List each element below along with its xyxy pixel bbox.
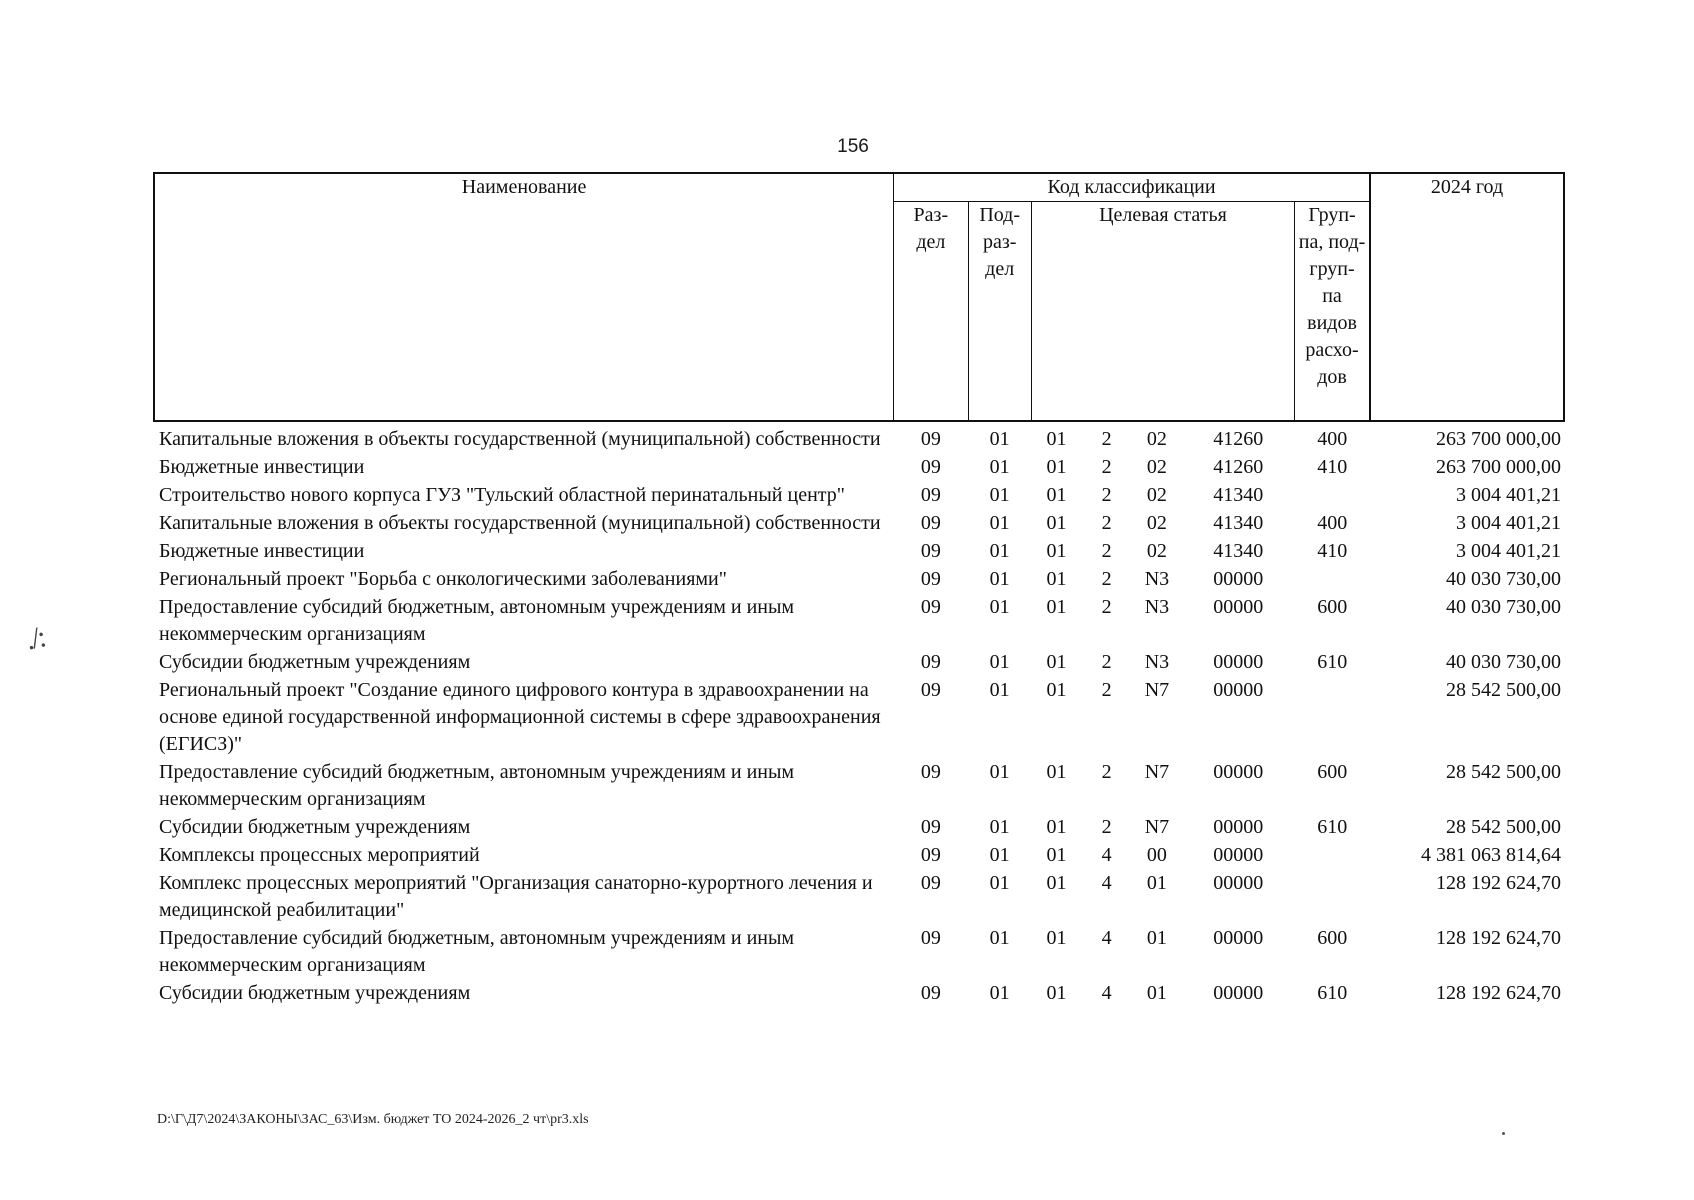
cell-target-project: 00 (1146, 844, 1167, 866)
cell-target-type: 4 (1101, 844, 1112, 866)
cell-razdel: 09 (920, 816, 941, 838)
cell-target-program: 01 (1046, 816, 1067, 838)
cell-expense-group: 600 (1317, 927, 1348, 949)
cell-amount-2024: 128 192 624,70 (1436, 872, 1561, 894)
cell-target-type: 2 (1101, 679, 1112, 701)
row-name: Субсидии бюджетным учреждениям (159, 651, 471, 673)
header-year: 2024 год (1370, 173, 1564, 421)
cell-target-project: 02 (1146, 512, 1167, 534)
cell-target-program: 01 (1046, 651, 1067, 673)
cell-amount-2024: 3 004 401,21 (1456, 484, 1561, 506)
cell-amount-2024: 4 381 063 814,64 (1421, 844, 1561, 866)
table-row (154, 453, 1564, 481)
cell-amount-2024: 128 192 624,70 (1436, 982, 1561, 1004)
cell-target-project: N7 (1144, 679, 1170, 701)
table-row (154, 979, 1564, 1007)
cell-target-program: 01 (1046, 484, 1067, 506)
table-row (154, 565, 1564, 593)
cell-target-project: 01 (1146, 872, 1167, 894)
cell-expense-group (1295, 869, 1370, 924)
row-name: Субсидии бюджетным учреждениям (159, 982, 471, 1004)
cell-amount-2024: 40 030 730,00 (1446, 651, 1561, 673)
cell-target-project: 02 (1146, 456, 1167, 478)
cell-expense-group: 410 (1317, 540, 1348, 562)
cell-podrazdel: 01 (989, 651, 1010, 673)
cell-target-direction: 41260 (1213, 428, 1264, 450)
stray-dot (1502, 1132, 1505, 1135)
cell-razdel: 09 (920, 512, 941, 534)
cell-target-direction: 41340 (1213, 512, 1264, 534)
row-name: Комплексы процессных мероприятий (159, 844, 480, 866)
table-body (154, 421, 1564, 1007)
cell-target-program: 01 (1046, 844, 1067, 866)
cell-target-project: 01 (1146, 927, 1167, 949)
cell-target-direction: 00000 (1213, 816, 1264, 838)
cell-target-project: 01 (1146, 982, 1167, 1004)
cell-target-type: 2 (1101, 651, 1112, 673)
table-row (154, 593, 1564, 648)
cell-razdel: 09 (920, 872, 941, 894)
cell-expense-group: 610 (1317, 816, 1348, 838)
row-name: Предоставление субсидий бюджетным, автономным учреждениям и иным некоммерческим организациям (159, 761, 795, 810)
table-row (154, 509, 1564, 537)
table-row (154, 813, 1564, 841)
row-name: Региональный проект "Создание единого цифрового контура в здравоохранении на основе единой государственной информационной системы в сфере здравоохранения (ЕГИСЗ)" (159, 679, 881, 755)
row-name: Бюджетные инвестиции (159, 456, 365, 478)
cell-podrazdel: 01 (989, 927, 1010, 949)
cell-podrazdel: 01 (989, 512, 1010, 534)
cell-target-direction: 41260 (1213, 456, 1264, 478)
cell-target-program: 01 (1046, 679, 1067, 701)
cell-target-program: 01 (1046, 872, 1067, 894)
header-expense-group: Груп- па, под- груп- па видов расхо- дов (1295, 202, 1370, 422)
cell-target-project: 02 (1146, 484, 1167, 506)
table-row (154, 481, 1564, 509)
cell-target-program: 01 (1046, 540, 1067, 562)
cell-target-project: N7 (1144, 761, 1170, 783)
cell-podrazdel: 01 (989, 456, 1010, 478)
cell-razdel: 09 (920, 761, 941, 783)
page-number: 156 (837, 136, 869, 157)
cell-target-type: 2 (1101, 428, 1112, 450)
cell-podrazdel: 01 (989, 679, 1010, 701)
header-razdel: Раз- дел (894, 202, 968, 422)
cell-amount-2024: 263 700 000,00 (1436, 428, 1561, 450)
cell-target-project: N3 (1144, 651, 1170, 673)
table-row (154, 841, 1564, 869)
cell-amount-2024: 40 030 730,00 (1446, 596, 1561, 618)
cell-razdel: 09 (920, 456, 941, 478)
cell-expense-group (1295, 676, 1370, 758)
cell-amount-2024: 28 542 500,00 (1446, 679, 1561, 701)
cell-target-project: 02 (1146, 428, 1167, 450)
cell-razdel: 09 (920, 540, 941, 562)
cell-target-type: 2 (1101, 512, 1112, 534)
cell-target-direction: 00000 (1213, 568, 1264, 590)
cell-target-direction: 41340 (1213, 540, 1264, 562)
cell-target-project: N3 (1144, 568, 1170, 590)
cell-razdel: 09 (920, 651, 941, 673)
cell-target-program: 01 (1046, 512, 1067, 534)
handwritten-margin-mark: ./: (22, 620, 48, 657)
cell-razdel: 09 (920, 596, 941, 618)
table-row (154, 648, 1564, 676)
cell-target-type: 4 (1101, 872, 1112, 894)
header-target-article: Целевая статья (1031, 202, 1294, 422)
cell-expense-group: 600 (1317, 596, 1348, 618)
row-name: Капитальные вложения в объекты государственной (муниципальной) собственности (159, 512, 881, 534)
cell-target-project: 02 (1146, 540, 1167, 562)
cell-target-direction: 00000 (1213, 872, 1264, 894)
file-path-footer: D:\Г\Д7\2024\ЗАКОНЫ\ЗАС_63\Изм. бюджет ТО 2024-2026_2 чт\pr3.xls (157, 1112, 589, 1127)
cell-razdel: 09 (920, 927, 941, 949)
cell-target-program: 01 (1046, 982, 1067, 1004)
cell-target-direction: 00000 (1213, 761, 1264, 783)
cell-target-program: 01 (1046, 761, 1067, 783)
table-row (154, 676, 1564, 758)
cell-expense-group (1295, 481, 1370, 509)
table-row (154, 869, 1564, 924)
cell-podrazdel: 01 (989, 596, 1010, 618)
cell-target-program: 01 (1046, 568, 1067, 590)
table-row (154, 924, 1564, 979)
cell-podrazdel: 01 (989, 872, 1010, 894)
row-name: Субсидии бюджетным учреждениям (159, 816, 471, 838)
row-name: Капитальные вложения в объекты государственной (муниципальной) собственности (159, 428, 881, 450)
cell-podrazdel: 01 (989, 761, 1010, 783)
cell-razdel: 09 (920, 982, 941, 1004)
budget-table (153, 172, 1565, 1007)
cell-target-type: 2 (1101, 761, 1112, 783)
cell-target-type: 2 (1101, 816, 1112, 838)
cell-razdel: 09 (920, 484, 941, 506)
cell-expense-group: 410 (1317, 456, 1348, 478)
table-row (154, 537, 1564, 565)
cell-amount-2024: 263 700 000,00 (1436, 456, 1561, 478)
cell-target-type: 2 (1101, 540, 1112, 562)
cell-amount-2024: 40 030 730,00 (1446, 568, 1561, 590)
header-name: Наименование (154, 173, 894, 421)
cell-expense-group: 610 (1317, 651, 1348, 673)
cell-expense-group: 400 (1317, 428, 1348, 450)
cell-podrazdel: 01 (989, 484, 1010, 506)
cell-podrazdel: 01 (989, 540, 1010, 562)
cell-podrazdel: 01 (989, 982, 1010, 1004)
row-name: Предоставление субсидий бюджетным, автономным учреждениям и иным некоммерческим организациям (159, 596, 795, 645)
cell-expense-group (1295, 841, 1370, 869)
cell-expense-group: 600 (1317, 761, 1348, 783)
cell-amount-2024: 28 542 500,00 (1446, 816, 1561, 838)
cell-target-direction: 00000 (1213, 679, 1264, 701)
cell-target-program: 01 (1046, 428, 1067, 450)
row-name: Региональный проект "Борьба с онкологическими заболеваниями" (159, 568, 727, 590)
cell-target-type: 2 (1101, 456, 1112, 478)
table-row (154, 421, 1564, 453)
cell-target-type: 2 (1101, 596, 1112, 618)
cell-expense-group: 610 (1317, 982, 1348, 1004)
header-classification-code: Код классификации (894, 173, 1370, 202)
cell-podrazdel: 01 (989, 568, 1010, 590)
cell-razdel: 09 (920, 679, 941, 701)
cell-target-direction: 00000 (1213, 982, 1264, 1004)
cell-podrazdel: 01 (989, 428, 1010, 450)
cell-target-type: 2 (1101, 484, 1112, 506)
row-name: Строительство нового корпуса ГУЗ "Тульский областной перинатальный центр" (159, 484, 845, 506)
cell-expense-group (1295, 565, 1370, 593)
cell-razdel: 09 (920, 568, 941, 590)
header-podrazdel: Под- раз- дел (968, 202, 1031, 422)
cell-target-project: N3 (1144, 596, 1170, 618)
cell-target-program: 01 (1046, 596, 1067, 618)
row-name: Комплекс процессных мероприятий "Организация санаторно-курортного лечения и медицинской реабилитации" (159, 872, 873, 921)
cell-amount-2024: 3 004 401,21 (1456, 512, 1561, 534)
cell-target-direction: 41340 (1213, 484, 1264, 506)
cell-target-project: N7 (1144, 816, 1170, 838)
cell-target-type: 4 (1101, 927, 1112, 949)
cell-podrazdel: 01 (989, 816, 1010, 838)
cell-razdel: 09 (920, 844, 941, 866)
cell-expense-group: 400 (1317, 512, 1348, 534)
cell-target-direction: 00000 (1213, 651, 1264, 673)
row-name: Бюджетные инвестиции (159, 540, 365, 562)
cell-target-program: 01 (1046, 927, 1067, 949)
cell-amount-2024: 128 192 624,70 (1436, 927, 1561, 949)
cell-razdel: 09 (920, 428, 941, 450)
cell-target-direction: 00000 (1213, 927, 1264, 949)
cell-target-direction: 00000 (1213, 844, 1264, 866)
cell-target-type: 4 (1101, 982, 1112, 1004)
cell-amount-2024: 28 542 500,00 (1446, 761, 1561, 783)
cell-target-direction: 00000 (1213, 596, 1264, 618)
row-name: Предоставление субсидий бюджетным, автономным учреждениям и иным некоммерческим организациям (159, 927, 795, 976)
cell-target-program: 01 (1046, 456, 1067, 478)
cell-target-type: 2 (1101, 568, 1112, 590)
table-row (154, 758, 1564, 813)
cell-amount-2024: 3 004 401,21 (1456, 540, 1561, 562)
cell-podrazdel: 01 (989, 844, 1010, 866)
